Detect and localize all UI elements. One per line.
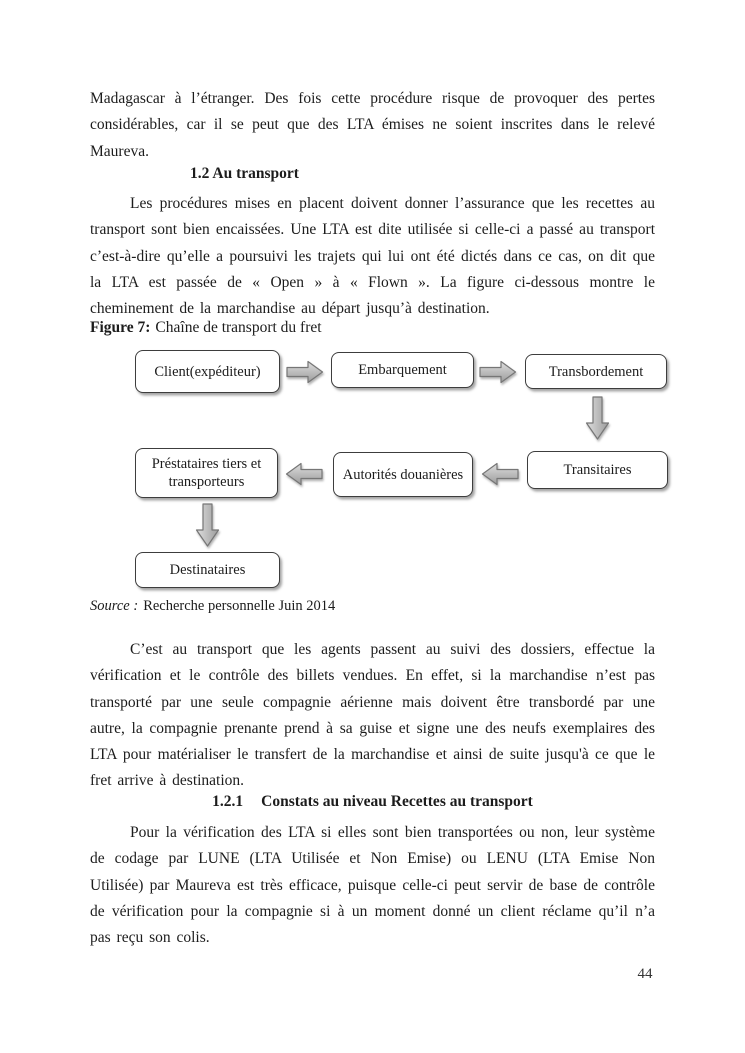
- arrow-down-icon: [195, 503, 220, 547]
- figure-caption-text: Chaîne de transport du fret: [155, 319, 322, 336]
- paragraph-4: Pour la vérification des LTA si elles sont bien transportées ou non, leur système de codage par LUNE (LTA Utilisée et Non Emise) ou LENU (LTA Emise Non Utilisée) par Maureva est très efficace, puisque celle-ci peut servir de base de contrôle de vérification pour la compagnie si à un moment donné un client réclame qu’il n’a pas reçu son colis.: [90, 824, 655, 947]
- figure-source-label: Source :: [90, 598, 139, 614]
- flow-node-transbordement-label: Transbordement: [548, 363, 644, 380]
- paragraph-1: Madagascar à l’étranger. Des fois cette procédure risque de provoquer des pertes considérables, car il se peut que des LTA émises ne soient inscrites dans le relevé Maureva.: [90, 90, 655, 160]
- heading-1-2-1-number: 1.2.1: [212, 793, 244, 810]
- paragraph-3: C’est au transport que les agents passent au suivi des dossiers, effectue la vérification et le contrôle des billets vendues. En effet, si la marchandise n’est pas transporté par une seule compagnie aérienne mais doivent être transbordé par une autre, la compagnie prenante prend à sa guise et signe une des neufs exemplaires des LTA pour matérialiser le transfert de la marchandise et ainsi de suite jusqu'à ce que le fret arrive à destination.: [90, 641, 655, 790]
- arrow-left-icon: [285, 462, 323, 486]
- paragraph-2: Les procédures mises en placent doivent donner l’assurance que les recettes au transport sont bien encaissées. Une LTA est dite utilisée si celle-ci a passé au transport c’est-à-dire qu’elle a poursuivi les trajets qui lui ont été dictés dans ce cas, on dit que la LTA est passée de « Open » à « Flown ». La figure ci-dessous montre le cheminement de la marchandise au départ jusqu’à destination.: [90, 195, 655, 318]
- flow-node-transbordement: [525, 354, 667, 389]
- flow-node-autorites-douanieres: [333, 452, 473, 497]
- arrow-right-icon: [479, 360, 517, 384]
- arrow-right-icon: [286, 360, 324, 384]
- arrow-down-icon: [585, 396, 610, 440]
- page-number: 44: [637, 966, 653, 982]
- heading-1-2-1-title: Constats au niveau Recettes au transport: [261, 793, 533, 810]
- flow-node-embarquement: [331, 352, 474, 388]
- flow-node-transitaires-label: Transitaires: [563, 462, 632, 478]
- heading-1-2-1: [90, 793, 655, 811]
- flow-node-prestataires: [135, 448, 278, 498]
- flowchart-figure: [0, 345, 745, 597]
- flow-node-embarquement-label: Embarquement: [358, 362, 447, 378]
- flow-node-prestataires-label: Préstataires tiers et transporteurs: [151, 456, 262, 490]
- flow-node-client: [135, 350, 280, 393]
- flow-node-client-label: Client(expéditeur): [154, 363, 261, 380]
- flow-node-transitaires: [527, 451, 668, 489]
- flow-node-destinataires: [135, 552, 280, 588]
- figure-label: Figure 7:: [90, 319, 151, 336]
- figure-source: [90, 597, 655, 615]
- figure-source-text: Recherche personnelle Juin 2014: [143, 598, 336, 614]
- figure-caption: [90, 318, 655, 338]
- arrow-left-icon: [481, 462, 519, 486]
- heading-1-2: 1.2 Au transport: [190, 165, 299, 182]
- flow-node-autorites-douanieres-label: Autorités douanières: [342, 466, 464, 483]
- flow-node-destinataires-label: Destinataires: [169, 562, 246, 578]
